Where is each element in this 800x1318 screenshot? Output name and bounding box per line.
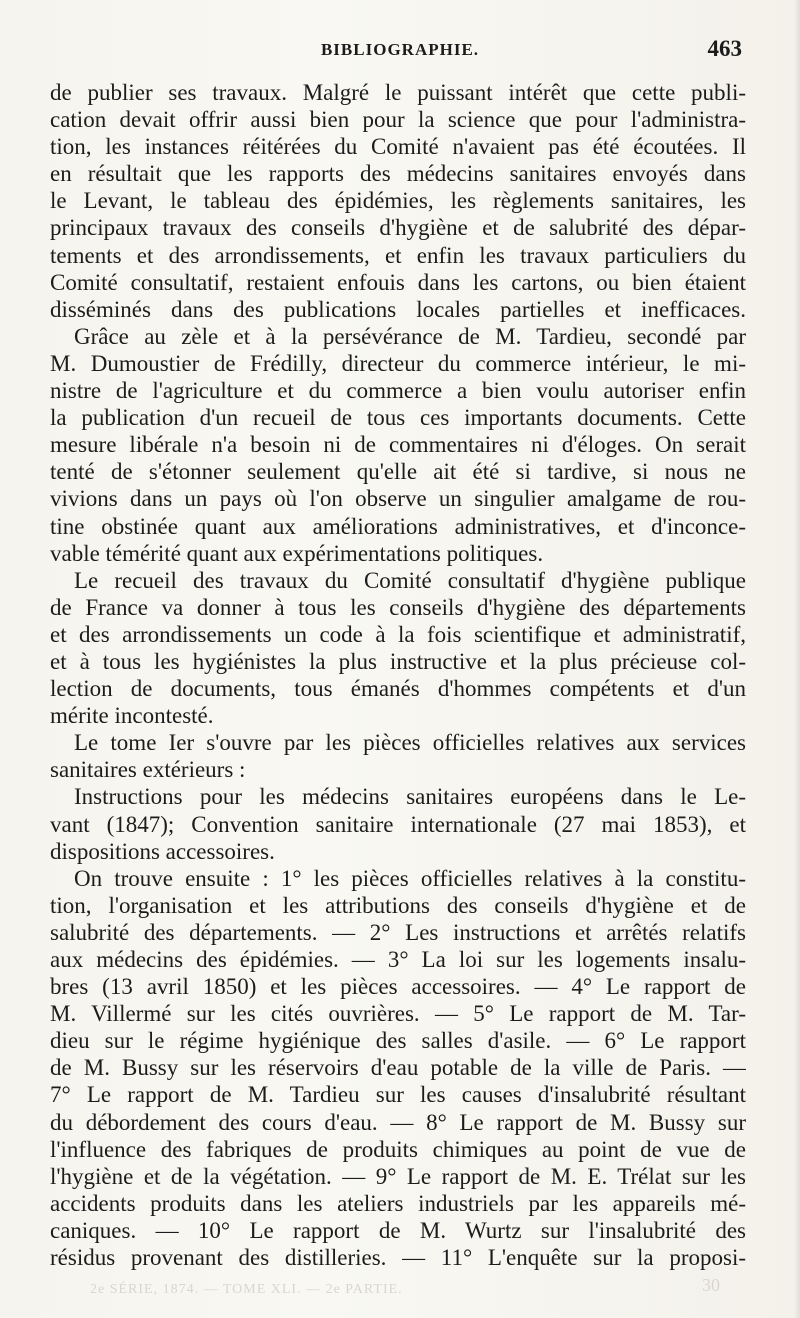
text-line: mesure libérale n'a besoin ni de commentaires ni d'éloges. On serait <box>50 432 746 458</box>
text-line: vant (1847); Convention sanitaire internationale (27 mai 1853), et <box>50 811 746 837</box>
text-line: l'influence des fabriques de produits chimiques au point de vue de <box>50 1136 746 1162</box>
text-line: dispositions accessoires. <box>50 838 275 864</box>
text-line: tenté de s'étonner seulement qu'elle ait été si tardive, si nous ne <box>50 459 746 485</box>
text-line: de France va donner à tous les conseils d'hygiène des départements <box>50 594 746 620</box>
text-line: 7° Le rapport de M. Tardieu sur les causes d'insalubrité résultant <box>50 1082 746 1108</box>
text-line: tion, les instances réitérées du Comité n'avaient pas été écoutées. Il <box>50 134 746 160</box>
text-line: Le tome Ier s'ouvre par les pièces officielles relatives aux services <box>74 730 746 756</box>
text-line: nistre de l'agriculture et du commerce a bien voulu autoriser enfin <box>50 378 746 404</box>
text-line: Comité consultatif, restaient enfouis dans les cartons, ou bien étaient <box>50 269 746 295</box>
text-line: Le recueil des travaux du Comité consultatif d'hygiène publique <box>74 567 746 593</box>
text-line: du débordement des cours d'eau. — 8° Le rapport de M. Bussy sur <box>50 1109 746 1135</box>
page-number: 463 <box>707 36 742 61</box>
body-text <box>50 79 746 1271</box>
text-line: principaux travaux des conseils d'hygiène et de salubrité des dépar- <box>50 215 746 241</box>
text-line: bres (13 avril 1850) et les pièces accessoires. — 4° Le rapport de <box>50 974 746 1000</box>
text-line: caniques. — 10° Le rapport de M. Wurtz sur l'insalubrité des <box>50 1217 746 1243</box>
text-line: On trouve ensuite : 1° les pièces officielles relatives à la constitu- <box>74 865 746 891</box>
text-line: tements et des arrondissements, et enfin les travaux particuliers du <box>50 242 746 268</box>
page-header <box>50 36 750 74</box>
text-line: Grâce au zèle et à la persévérance de M. Tardieu, secondé par <box>74 323 746 349</box>
text-line: l'hygiène et de la végétation. — 9° Le rapport de M. E. Trélat sur les <box>50 1163 746 1189</box>
text-line: et des arrondissements un code à la fois scientifique et administratif, <box>50 621 746 647</box>
text-line: en résultait que les rapports des médecins sanitaires envoyés dans <box>50 161 746 187</box>
text-line: sanitaires extérieurs : <box>50 757 246 783</box>
page-edge-shadow <box>794 0 800 1318</box>
text-line: de publier ses travaux. Malgré le puissant intérêt que cette publi- <box>50 80 746 105</box>
text-line: vable témérité quant aux expérimentations politiques. <box>50 540 544 566</box>
text-line: aux médecins des épidémies. — 3° La loi sur les logements insalu- <box>50 947 746 972</box>
text-line: la publication d'un recueil de tous ces importants documents. Cette <box>50 405 746 431</box>
text-line: et à tous les hygiénistes la plus instructive et la plus précieuse col- <box>50 648 746 674</box>
text-line: résidus provenant des distilleries. — 11° L'enquête sur la proposi- <box>50 1245 746 1271</box>
text-line: de M. Bussy sur les réservoirs d'eau potable de la ville de Paris. — <box>50 1055 746 1081</box>
text-line: dieu sur le régime hygiénique des salles d'asile. — 6° Le rapport <box>50 1028 746 1054</box>
text-line: mérite incontesté. <box>50 703 214 729</box>
running-title: BIBLIOGRAPHIE. <box>320 40 480 59</box>
text-line: disséminés dans des publications locales partielles et inefficaces. <box>50 296 746 322</box>
text-line: le Levant, le tableau des épidémies, les règlements sanitaires, les <box>50 188 746 214</box>
text-line: vivions dans un pays où l'on observe un singulier amalgame de rou- <box>50 486 746 512</box>
text-line: M. Dumoustier de Frédilly, directeur du commerce intérieur, le mi- <box>50 350 746 376</box>
text-line: M. Villermé sur les cités ouvrières. — 5° Le rapport de M. Tar- <box>50 1001 746 1027</box>
text-line: salubrité des départements. — 2° Les instructions et arrêtés relatifs <box>50 919 746 945</box>
text-line: cation devait offrir aussi bien pour la science que pour l'administra- <box>50 107 746 133</box>
text-line: tine obstinée quant aux améliorations administratives, et d'inconce- <box>50 513 746 539</box>
text-line: tion, l'organisation et les attributions des conseils d'hygiène et de <box>50 892 746 918</box>
text-line: lection de documents, tous émanés d'hommes compétents et d'un <box>50 676 746 702</box>
text-line: Instructions pour les médecins sanitaires européens dans le Le- <box>74 784 746 810</box>
text-line: accidents produits dans les ateliers industriels par les appareils mé- <box>50 1190 746 1216</box>
signature-number: 30 <box>702 1275 720 1295</box>
signature-line: 2e SÉRIE, 1874. — TOME XLI. — 2e PARTIE. <box>90 1282 403 1297</box>
